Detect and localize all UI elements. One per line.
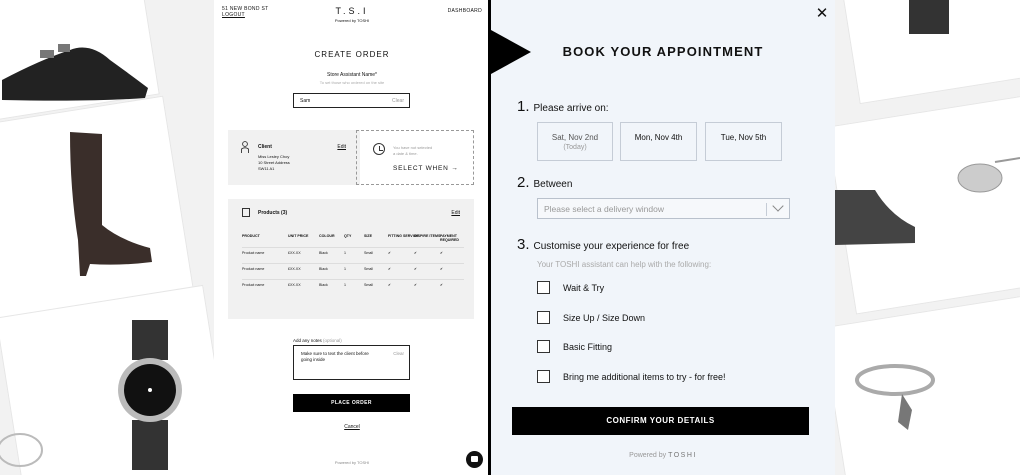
cancel-link[interactable]: Cancel	[344, 424, 360, 430]
date-label: Mon, Nov 4th	[634, 133, 683, 142]
logout-link[interactable]: LOGOUT	[222, 12, 245, 18]
table-cell: ✔	[414, 283, 418, 287]
table-row	[242, 247, 464, 263]
column-header: PAYMENT REQUIRED	[440, 234, 459, 242]
option-label: Wait & Try	[563, 283, 605, 293]
option-label: Bring me additional items to try - for free!	[563, 372, 726, 382]
option-label: Size Up / Size Down	[563, 313, 646, 323]
shoe-image	[0, 30, 150, 110]
confirm-details-button[interactable]: CONFIRM YOUR DETAILS	[512, 407, 809, 435]
table-cell: ✔	[414, 251, 418, 255]
boot-image	[835, 185, 920, 255]
select-when-button[interactable]: SELECT WHEN →	[393, 165, 459, 172]
date-label: Tue, Nov 5th	[720, 133, 767, 142]
client-label: Client	[258, 144, 272, 150]
products-table	[242, 231, 464, 295]
select-hint	[393, 145, 432, 157]
table-cell: Small	[364, 267, 373, 271]
notes-textarea[interactable]	[293, 345, 410, 380]
page-title: CREATE ORDER	[314, 50, 390, 59]
table-cell: Black	[319, 283, 328, 287]
clock-icon	[373, 143, 385, 155]
bracelet-image	[850, 360, 940, 440]
product-image	[0, 425, 50, 475]
step-label: Between	[533, 179, 573, 190]
step-label: Customise your experience for free	[533, 241, 690, 252]
tablet-footer: Powered by TOSHI	[334, 460, 370, 465]
column-header: COLOUR	[319, 234, 335, 238]
table-cell: ✔	[440, 267, 444, 271]
column-header: INSPIRE ITEMS	[414, 234, 441, 238]
notes-value: Make sure to text the client before going inside	[301, 351, 369, 362]
store-assistant-value: Sam	[300, 98, 311, 104]
step-label: Please arrive on:	[533, 103, 609, 114]
footer-brand: TOSHI	[668, 452, 697, 459]
close-icon[interactable]: ✕	[815, 5, 829, 22]
step-1-heading	[517, 98, 609, 115]
create-order-screen	[214, 0, 490, 475]
table-cell: Product name	[242, 267, 265, 271]
date-option-mon[interactable]	[620, 122, 697, 161]
watch-image	[110, 320, 190, 470]
column-header: SIZE	[364, 234, 372, 238]
table-cell: Small	[364, 283, 373, 287]
notes-optional: (optional)	[323, 338, 342, 343]
notes-label	[293, 338, 342, 343]
client-edit-link[interactable]: Edit	[337, 144, 346, 150]
address-line: SW11 A1	[258, 166, 275, 171]
step-3-hint: Your TOSHI assistant can help with the following:	[537, 260, 712, 269]
store-assistant-hint: To set those who ordered on the site	[319, 80, 385, 85]
bag-icon	[242, 208, 250, 217]
client-address	[258, 154, 290, 172]
select-divider	[766, 203, 767, 216]
select-hint-line: a date & time.	[393, 151, 418, 156]
table-cell: Black	[319, 251, 328, 255]
client-card	[228, 130, 360, 185]
products-label: Products (3)	[258, 210, 288, 216]
place-order-button[interactable]: PLACE ORDER	[293, 394, 410, 412]
table-cell: ✔	[388, 283, 392, 287]
tablet-powered: Powered by TOSHI	[334, 18, 370, 23]
step-number: 3.	[517, 236, 530, 253]
delivery-window-placeholder: Please select a delivery window	[544, 204, 665, 214]
table-row	[242, 279, 464, 295]
table-cell: £XX.XX	[288, 283, 301, 287]
table-cell: ✔	[388, 267, 392, 271]
step-number: 1.	[517, 98, 530, 115]
modal-footer	[491, 452, 835, 459]
step-3-heading	[517, 236, 689, 253]
column-header: PRODUCT	[242, 234, 260, 238]
table-cell: ✔	[440, 251, 444, 255]
step-2-heading	[517, 174, 572, 191]
notes-clear-button[interactable]: Clear	[393, 351, 404, 356]
table-cell: 1	[344, 267, 346, 271]
option-label: Basic Fitting	[563, 342, 613, 352]
table-cell: 1	[344, 283, 346, 287]
date-option-tue[interactable]	[705, 122, 782, 161]
select-hint-line: You have not selected	[393, 145, 433, 150]
address-line: 10 Street Address	[258, 160, 290, 165]
table-cell: £XX.XX	[288, 267, 301, 271]
dashboard-link[interactable]: DASHBOARD	[447, 8, 482, 14]
select-when-card[interactable]	[356, 130, 474, 185]
checkbox[interactable]	[537, 311, 550, 324]
person-icon	[241, 141, 249, 153]
date-label: Sat, Nov 2nd	[551, 133, 599, 142]
date-option-sat[interactable]	[537, 122, 613, 161]
tablet-logo: T.S.I	[335, 6, 369, 16]
product-image	[905, 0, 955, 40]
clear-button[interactable]: Clear	[392, 98, 404, 104]
checkbox[interactable]	[537, 340, 550, 353]
delivery-window-select[interactable]	[537, 198, 790, 219]
step-number: 2.	[517, 174, 530, 191]
sunglasses-image	[955, 150, 1020, 200]
table-header	[242, 231, 464, 247]
column-header: QTY	[344, 234, 352, 238]
store-name: 51 NEW BOND ST	[222, 6, 269, 12]
store-assistant-input[interactable]	[293, 93, 410, 108]
chat-icon[interactable]	[466, 451, 483, 468]
table-row	[242, 263, 464, 279]
date-sub: (Today)	[563, 144, 587, 151]
boot-image	[50, 130, 160, 280]
products-edit-link[interactable]: Edit	[451, 210, 460, 216]
table-cell: £XX.XX	[288, 251, 301, 255]
chevron-down-icon	[772, 200, 783, 211]
footer-prefix: Powered by	[629, 452, 667, 459]
store-assistant-label: Store Assistant Name*	[326, 72, 378, 78]
table-cell: ✔	[440, 283, 444, 287]
table-cell: Product name	[242, 251, 265, 255]
column-header: UNIT PRICE	[288, 234, 309, 238]
checkbox[interactable]	[537, 370, 550, 383]
table-cell: Small	[364, 251, 373, 255]
column-header: FITTING SERVICE	[388, 234, 419, 238]
table-cell: ✔	[388, 251, 392, 255]
address-line: Miss Lesley Choy	[258, 154, 290, 159]
tablet-header	[214, 6, 490, 26]
products-card	[228, 199, 474, 319]
book-appointment-modal	[491, 0, 835, 475]
notes-label-text: Add any notes	[293, 338, 322, 343]
checkbox[interactable]	[537, 281, 550, 294]
table-cell: Product name	[242, 283, 265, 287]
modal-title: BOOK YOUR APPOINTMENT	[562, 44, 764, 59]
table-cell: 1	[344, 251, 346, 255]
table-cell: Black	[319, 267, 328, 271]
table-cell: ✔	[414, 267, 418, 271]
